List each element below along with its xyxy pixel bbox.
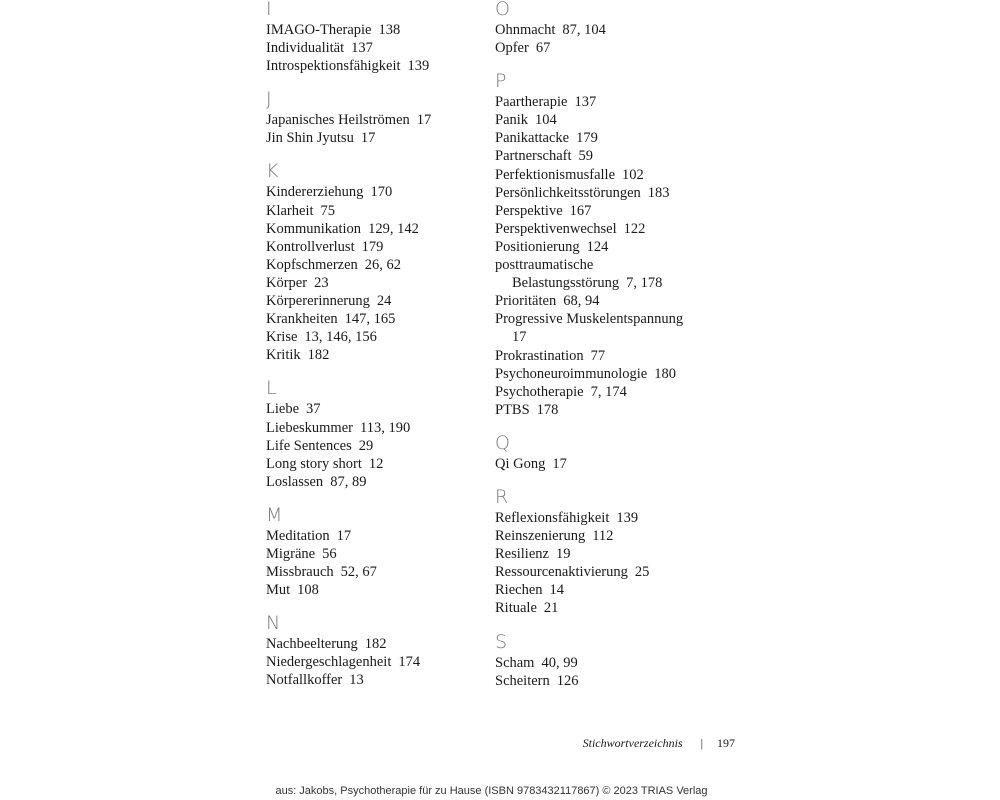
entry-pages: 13 bbox=[349, 672, 364, 689]
section-letter: I bbox=[266, 0, 272, 20]
entry-pages: 122 bbox=[623, 220, 646, 237]
index-entry bbox=[266, 545, 488, 563]
entry-term: Scham bbox=[495, 654, 535, 671]
entry-term: Qi Gong bbox=[495, 455, 546, 472]
running-title: Stichwortverzeichnis bbox=[582, 736, 683, 750]
index-entry bbox=[495, 545, 745, 563]
section-letter: L bbox=[266, 377, 277, 400]
entry-term: Kindererziehung bbox=[266, 184, 364, 201]
entry-pages: 126 bbox=[556, 672, 579, 689]
entry-pages: 14 bbox=[549, 582, 565, 599]
index-entry bbox=[495, 184, 745, 202]
index-entry bbox=[495, 21, 745, 39]
entry-term: Partnerschaft bbox=[495, 148, 572, 165]
index-entry bbox=[495, 509, 745, 527]
entry-pages: 7, 178 bbox=[626, 275, 663, 292]
entry-term: Introspektionsfähigkeit bbox=[266, 58, 401, 75]
entry-term: Prioritäten bbox=[495, 293, 557, 310]
section-letter: K bbox=[266, 160, 279, 183]
page-footer bbox=[583, 736, 735, 751]
entry-term: Krankheiten bbox=[266, 311, 338, 328]
index-section-q bbox=[495, 431, 745, 473]
index-entry bbox=[495, 383, 745, 401]
index-entry bbox=[495, 455, 745, 473]
entry-term: Prokrastination bbox=[495, 347, 584, 364]
index-section-i bbox=[266, 0, 488, 75]
index-entry bbox=[495, 581, 745, 599]
entry-pages: 59 bbox=[578, 148, 593, 165]
index-entry bbox=[495, 166, 745, 184]
entry-term: Long story short bbox=[266, 455, 362, 472]
index-entry bbox=[495, 599, 745, 617]
entry-pages: 13, 146, 156 bbox=[304, 329, 377, 346]
entry-pages: 170 bbox=[370, 184, 393, 201]
entry-pages: 37 bbox=[306, 401, 321, 418]
index-entry bbox=[266, 671, 488, 689]
index-entry bbox=[495, 93, 745, 111]
section-letter: J bbox=[266, 88, 272, 111]
entry-pages: 182 bbox=[307, 347, 330, 364]
index-entries bbox=[495, 509, 745, 618]
entry-pages: 67 bbox=[535, 40, 551, 57]
entry-term: Perspektivenwechsel bbox=[495, 220, 617, 237]
index-column-right bbox=[495, 0, 745, 690]
entry-pages: 24 bbox=[376, 293, 392, 310]
source-line: aus: Jakobs, Psychotherapie für zu Hause (ISBN 9783432117867) © 2023 TRIAS Verlag bbox=[275, 785, 708, 797]
entry-term: Liebe bbox=[266, 401, 300, 418]
index-entry bbox=[266, 346, 488, 364]
entry-term: Jin Shin Jyutsu bbox=[266, 130, 354, 147]
index-entries bbox=[495, 654, 745, 690]
index-section-r bbox=[495, 485, 745, 618]
index-entry bbox=[495, 310, 745, 346]
entry-term: Meditation bbox=[266, 527, 330, 544]
entry-pages: 129, 142 bbox=[368, 220, 419, 237]
entry-continuation bbox=[495, 328, 745, 346]
entry-pages: 112 bbox=[592, 528, 614, 545]
entry-term: Progressive Muskelentspannung bbox=[495, 311, 684, 328]
entry-pages: 17 bbox=[416, 112, 432, 129]
index-entry bbox=[495, 347, 745, 365]
entry-term: Körpererinnerung bbox=[266, 293, 370, 310]
index-entry bbox=[266, 220, 488, 238]
index-section-s bbox=[495, 630, 745, 690]
index-entry bbox=[266, 238, 488, 256]
index-entry bbox=[495, 527, 745, 545]
entry-term: Persönlichkeitsstörungen bbox=[495, 184, 641, 201]
index-entry bbox=[266, 328, 488, 346]
entry-term: Kritik bbox=[266, 347, 301, 364]
entry-pages: 21 bbox=[543, 600, 559, 617]
entry-term: Perspektive bbox=[495, 202, 563, 219]
entry-term: Panik bbox=[495, 112, 529, 129]
entry-term: Kontrollverlust bbox=[266, 238, 355, 255]
index-entry bbox=[266, 256, 488, 274]
entry-term: Paartherapie bbox=[495, 94, 568, 111]
section-letter: Q bbox=[495, 431, 510, 454]
entry-term: Kopfschmerzen bbox=[266, 256, 358, 273]
entry-pages: 147, 165 bbox=[344, 311, 396, 328]
entry-pages: 108 bbox=[297, 582, 319, 599]
entry-term: Resilienz bbox=[495, 546, 549, 563]
entry-term: Rituale bbox=[495, 600, 537, 617]
entry-term: IMAGO-Therapie bbox=[266, 22, 372, 38]
entry-term: posttraumatische bbox=[495, 257, 594, 274]
index-entry bbox=[495, 672, 745, 690]
index-entry bbox=[495, 129, 745, 147]
index-section-n bbox=[266, 611, 488, 689]
entry-pages: 17 bbox=[552, 455, 567, 472]
entry-pages: 52, 67 bbox=[340, 564, 377, 581]
index-entry bbox=[266, 437, 488, 455]
index-entry bbox=[495, 238, 745, 256]
index-entry bbox=[266, 635, 488, 653]
index-entry bbox=[266, 39, 488, 57]
entry-pages: 179 bbox=[361, 238, 384, 255]
entry-term: Scheitern bbox=[495, 672, 550, 689]
entry-pages: 180 bbox=[654, 365, 676, 382]
entry-term: Reinszenierung bbox=[495, 528, 586, 545]
entry-term: Life Sentences bbox=[266, 437, 352, 454]
entry-term: Japanisches Heilströmen bbox=[266, 112, 410, 129]
entry-term: Missbrauch bbox=[266, 564, 334, 581]
index-entry bbox=[266, 653, 488, 671]
entry-pages: 25 bbox=[634, 564, 650, 581]
index-entry bbox=[266, 581, 488, 599]
entry-pages: 174 bbox=[398, 654, 421, 671]
index-entries bbox=[495, 455, 745, 473]
entry-term: PTBS bbox=[495, 401, 530, 418]
entry-pages: 26, 62 bbox=[364, 256, 402, 273]
index-entries bbox=[495, 21, 745, 57]
entry-pages: 23 bbox=[314, 274, 329, 291]
index-entry bbox=[495, 401, 745, 419]
entry-pages: 77 bbox=[590, 347, 606, 364]
entry-term: Mut bbox=[266, 582, 291, 599]
entry-pages: 75 bbox=[320, 202, 336, 219]
index-entry bbox=[266, 111, 488, 129]
entry-term: Körper bbox=[266, 274, 308, 291]
entry-term: Ressourcenaktivierung bbox=[495, 564, 628, 581]
entry-pages: 7, 174 bbox=[590, 383, 627, 400]
index-entry bbox=[495, 202, 745, 220]
entry-pages: 137 bbox=[574, 94, 597, 111]
index-entry bbox=[266, 419, 488, 437]
section-letter: R bbox=[495, 485, 509, 508]
index-entry bbox=[495, 147, 745, 165]
index-entry bbox=[266, 310, 488, 328]
index-entry bbox=[495, 563, 745, 581]
page-number: 197 bbox=[717, 736, 735, 750]
entry-term: Krise bbox=[266, 329, 298, 346]
index-section-k bbox=[266, 159, 488, 364]
index-section-l bbox=[266, 376, 488, 490]
entry-term: Nachbeelterung bbox=[266, 636, 358, 653]
entry-pages: 137 bbox=[351, 40, 373, 57]
entry-pages: 178 bbox=[536, 401, 559, 418]
index-entry bbox=[266, 292, 488, 310]
entry-term: Reflexionsfähigkeit bbox=[495, 509, 610, 526]
entry-pages: 17 bbox=[512, 329, 527, 346]
entry-term: Klarheit bbox=[266, 202, 314, 219]
index-entries bbox=[266, 21, 488, 75]
index-section-p bbox=[495, 69, 745, 419]
entry-term: Niedergeschlagenheit bbox=[266, 654, 392, 671]
index-entry bbox=[266, 57, 488, 75]
index-entry bbox=[266, 563, 488, 581]
index-entry bbox=[266, 473, 488, 491]
entry-pages: 17 bbox=[360, 130, 376, 147]
index-entry bbox=[495, 654, 745, 672]
entry-term: Panikattacke bbox=[495, 130, 570, 147]
index-entries bbox=[495, 93, 745, 419]
section-letter: N bbox=[266, 612, 281, 635]
entry-term: Positionierung bbox=[495, 238, 580, 255]
entry-pages: 138 bbox=[378, 22, 401, 38]
index-entries bbox=[266, 635, 488, 689]
section-letter: S bbox=[495, 630, 508, 653]
entry-term: Loslassen bbox=[266, 473, 324, 490]
index-section-j bbox=[266, 87, 488, 147]
entry-pages: 40, 99 bbox=[541, 654, 578, 671]
index-entry bbox=[266, 455, 488, 473]
section-letter: M bbox=[266, 503, 283, 526]
entry-pages: 102 bbox=[622, 166, 644, 183]
entry-term: Individualität bbox=[266, 40, 345, 57]
index-entries bbox=[266, 111, 488, 147]
index-entry bbox=[266, 183, 488, 201]
entry-pages: 56 bbox=[322, 545, 337, 562]
entry-continuation bbox=[495, 274, 745, 292]
entry-pages: 87, 89 bbox=[330, 473, 367, 490]
entry-pages: 139 bbox=[616, 509, 639, 526]
entry-term: Opfer bbox=[495, 40, 529, 57]
entry-term: Migräne bbox=[266, 545, 316, 562]
index-entry bbox=[266, 274, 488, 292]
index-entry bbox=[266, 129, 488, 147]
entry-term: Psychotherapie bbox=[495, 383, 584, 400]
index-entry bbox=[266, 527, 488, 545]
index-entries bbox=[266, 400, 488, 490]
index-entry bbox=[266, 400, 488, 418]
entry-term: Notfallkoffer bbox=[266, 672, 343, 689]
index-entry bbox=[266, 21, 488, 39]
index-entries bbox=[266, 527, 488, 599]
entry-pages: 183 bbox=[647, 184, 670, 201]
entry-term: Riechen bbox=[495, 582, 543, 599]
index-section-o bbox=[495, 0, 745, 57]
entry-pages: 29 bbox=[358, 437, 374, 454]
entry-pages: 113, 190 bbox=[359, 419, 411, 436]
entry-term: Psychoneuroimmunologie bbox=[495, 365, 648, 382]
entry-pages: 124 bbox=[586, 238, 609, 255]
entry-pages: 179 bbox=[576, 130, 598, 147]
entry-pages: 87, 104 bbox=[562, 22, 606, 38]
index-entry bbox=[495, 292, 745, 310]
index-entry bbox=[495, 39, 745, 57]
index-section-m bbox=[266, 503, 488, 599]
index-entry bbox=[495, 220, 745, 238]
footer-separator: | bbox=[700, 736, 703, 750]
entry-pages: 167 bbox=[569, 202, 592, 219]
entry-term: Perfektionismusfalle bbox=[495, 166, 616, 183]
entry-term: Liebeskummer bbox=[266, 419, 353, 436]
index-entry bbox=[266, 202, 488, 220]
section-letter: P bbox=[495, 70, 507, 93]
index-entry bbox=[495, 111, 745, 129]
entry-pages: 182 bbox=[364, 636, 387, 653]
entry-continuation-text: Belastungsstörung bbox=[512, 275, 620, 292]
section-letter: O bbox=[495, 0, 510, 20]
entry-pages: 68, 94 bbox=[563, 293, 600, 310]
entry-term: Ohnmacht bbox=[495, 22, 556, 38]
entry-pages: 19 bbox=[555, 546, 571, 563]
entry-pages: 104 bbox=[535, 112, 557, 129]
entry-pages: 12 bbox=[368, 455, 384, 472]
index-entry bbox=[495, 365, 745, 383]
entry-pages: 17 bbox=[336, 527, 352, 544]
entry-term: Kommunikation bbox=[266, 220, 362, 237]
entry-pages: 139 bbox=[407, 58, 430, 75]
index-entries bbox=[266, 183, 488, 364]
index-column-left bbox=[266, 0, 488, 690]
index-entry bbox=[495, 256, 745, 292]
